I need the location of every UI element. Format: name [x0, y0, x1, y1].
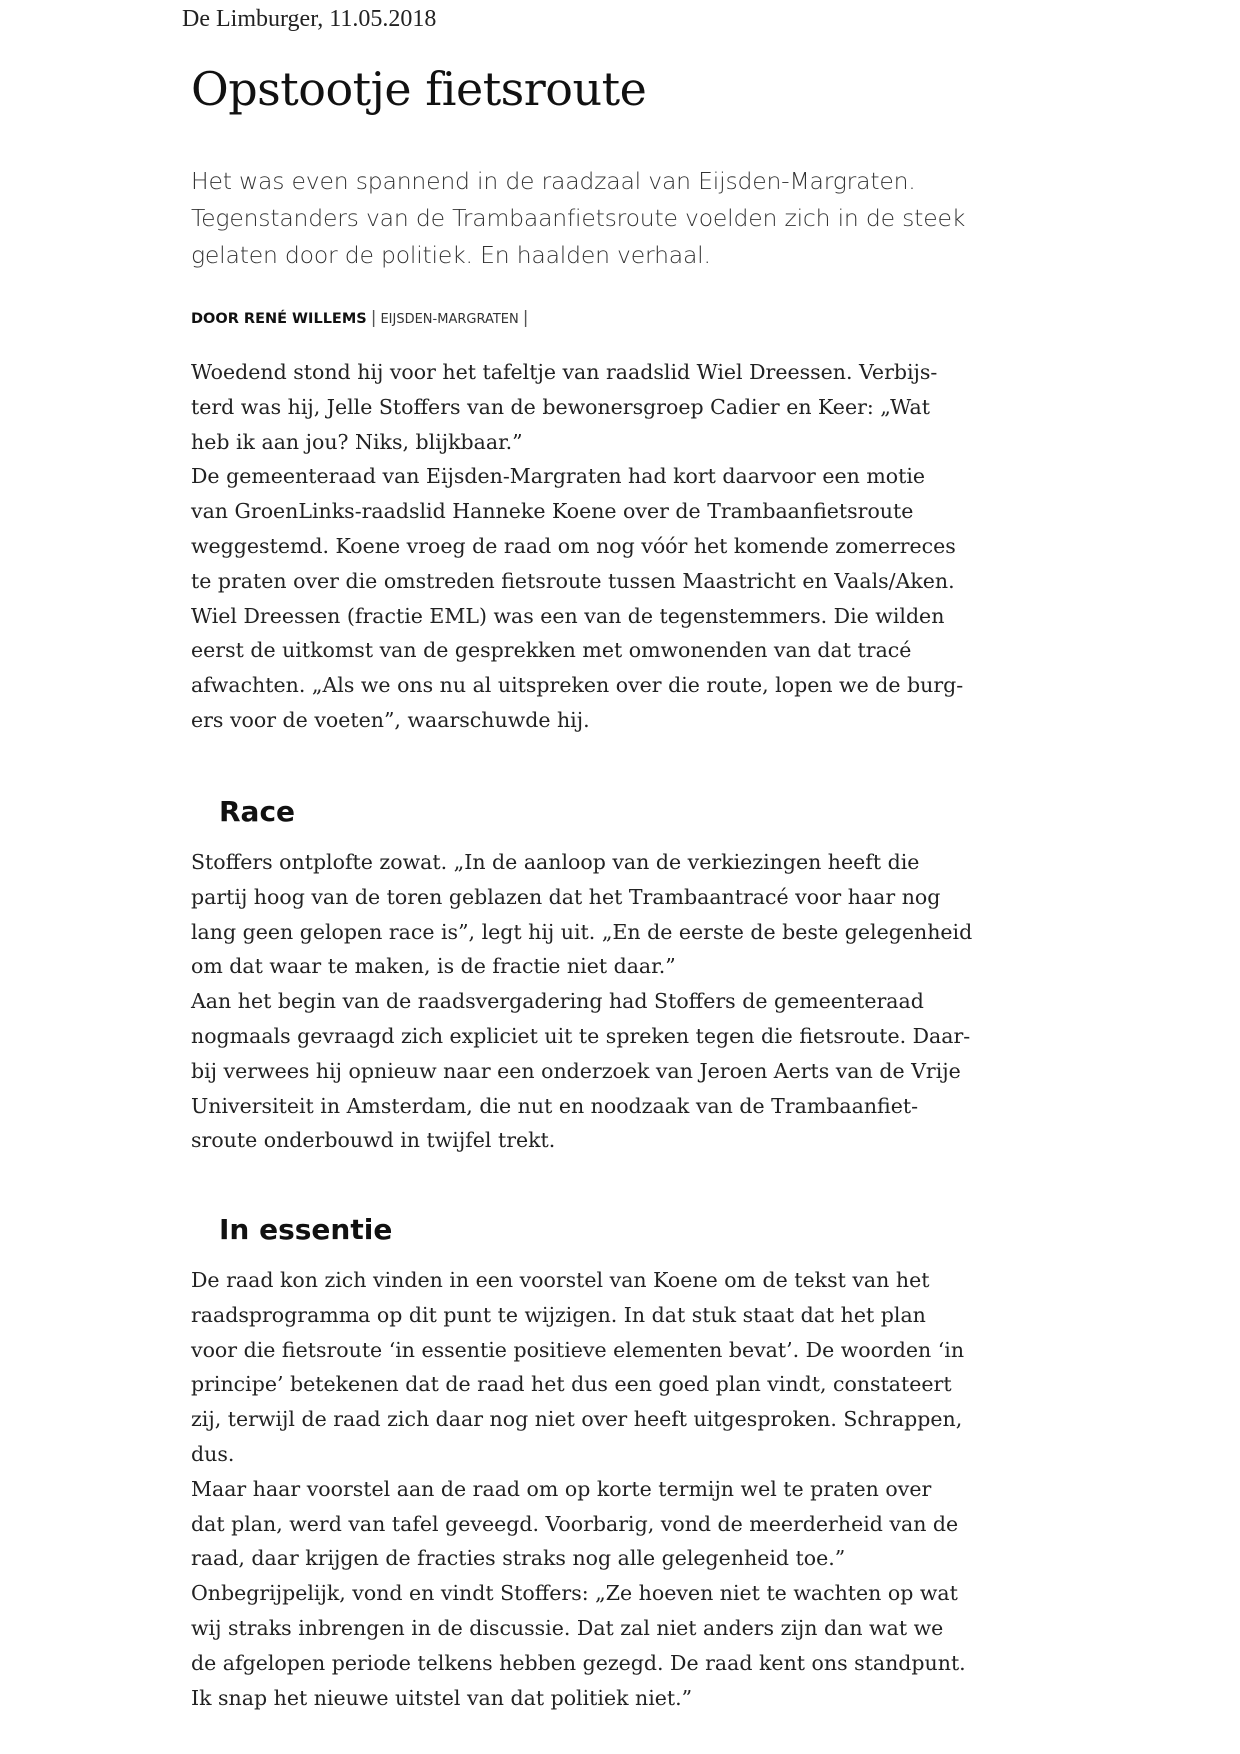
body-line: partij hoog van de toren geblazen dat het Trambaantracé voor haar nog [191, 884, 941, 909]
body-line: voor die fietsroute ‘in essentie positieve elementen bevat’. De woorden ‘in [191, 1337, 965, 1362]
source-line: De Limburger, 11.05.2018 [182, 6, 437, 32]
byline [191, 308, 532, 328]
body-line: Wiel Dreessen (fractie EML) was een van de tegenstemmers. Die wilden [191, 603, 945, 628]
byline-author: DOOR RENÉ WILLEMS [191, 311, 367, 327]
body-line: dat plan, werd van tafel geveegd. Voorbarig, vond de meerderheid van de [191, 1511, 959, 1536]
body-line: sroute onderbouwd in twijfel trekt. [191, 1128, 556, 1153]
article-body-section-3 [191, 1263, 981, 1715]
body-line: zij, terwijl de raad zich daar nog niet over heeft uitgesproken. Schrappen, [191, 1407, 963, 1432]
body-line: Aan het begin van de raadsvergadering had Stoffers de gemeenteraad [191, 989, 924, 1014]
body-line: De raad kon zich vinden in een voorstel van Koene om de tekst van het [191, 1268, 930, 1292]
body-line: van GroenLinks-raadslid Hanneke Koene over de Trambaanfietsroute [191, 499, 914, 524]
body-line: heb ik aan jou? Niks, blijkbaar.” [191, 429, 523, 454]
body-line: Maar haar voorstel aan de raad om op korte termijn wel te praten over [191, 1476, 932, 1501]
body-line: ers voor de voeten”, waarschuwde hij. [191, 707, 590, 732]
byline-place: EIJSDEN-MARGRATEN [380, 312, 519, 327]
body-line: terd was hij, Jelle Stoffers van de bewonersgroep Cadier en Keer: „Wat [191, 394, 930, 419]
body-line: De gemeenteraad van Eijsden-Margraten had kort daarvoor een motie [191, 464, 926, 489]
intro-line: Tegenstanders van de Trambaanfietsroute voelden zich in de steek [191, 204, 966, 232]
body-line: raad, daar krijgen de fracties straks nog alle gelegenheid toe.” [191, 1546, 846, 1571]
intro-line: Het was even spannend in de raadzaal van Eijsden-Margraten. [191, 167, 916, 195]
body-line: te praten over die omstreden fietsroute tussen Maastricht en Vaals/Aken. [191, 568, 955, 593]
subheading-race: Race [219, 795, 296, 828]
body-line: raadsprogramma op dit punt te wijzigen. In dat stuk staat dat het plan [191, 1302, 926, 1327]
body-line: bij verwees hij opnieuw naar een onderzoek van Jeroen Aerts van de Vrije [191, 1058, 961, 1083]
article-intro [191, 163, 981, 274]
body-line: de afgelopen periode telkens hebben gezegd. De raad kent ons standpunt. [191, 1650, 966, 1675]
body-line: dus. [191, 1441, 235, 1466]
body-line: Ik snap het nieuwe uitstel van dat politiek niet.” [191, 1685, 693, 1710]
body-line: afwachten. „Als we ons nu al uitspreken over die route, lopen we de burg- [191, 673, 964, 698]
body-line: Woedend stond hij voor het tafeltje van raadslid Wiel Dreessen. Verbijs- [191, 360, 938, 384]
body-line: nogmaals gevraagd zich expliciet uit te spreken tegen die fietsroute. Daar- [191, 1023, 971, 1048]
article-body-section-1 [191, 355, 981, 738]
subheading-in-essentie: In essentie [219, 1213, 393, 1246]
body-line: eerst de uitkomst van de gesprekken met omwonenden van dat tracé [191, 638, 912, 663]
body-line: Onbegrijpelijk, vond en vindt Stoffers: „Ze hoeven niet te wachten op wat [191, 1581, 958, 1606]
article-body-section-2 [191, 845, 981, 1158]
body-line: lang geen gelopen race is”, legt hij uit. „En de eerste de beste gelegenheid [191, 919, 973, 944]
intro-line: gelaten door de politiek. En haalden verhaal. [191, 241, 711, 269]
byline-separator: | [370, 308, 377, 328]
body-line: principe’ betekenen dat de raad het dus een goed plan vindt, constateert [191, 1372, 952, 1397]
body-line: om dat waar te maken, is de fractie niet daar.” [191, 954, 676, 979]
body-line: Stoffers ontplofte zowat. „In de aanloop van de verkiezingen heeft die [191, 850, 920, 874]
byline-separator: | [522, 308, 529, 328]
body-line: wij straks inbrengen in de discussie. Dat zal niet anders zijn dan wat we [191, 1615, 944, 1640]
body-line: weggestemd. Koene vroeg de raad om nog vóór het komende zomerreces [191, 533, 956, 558]
body-line: Universiteit in Amsterdam, die nut en noodzaak van de Trambaanfiet- [191, 1093, 919, 1118]
article-headline: Opstootje fietsroute [191, 62, 647, 116]
